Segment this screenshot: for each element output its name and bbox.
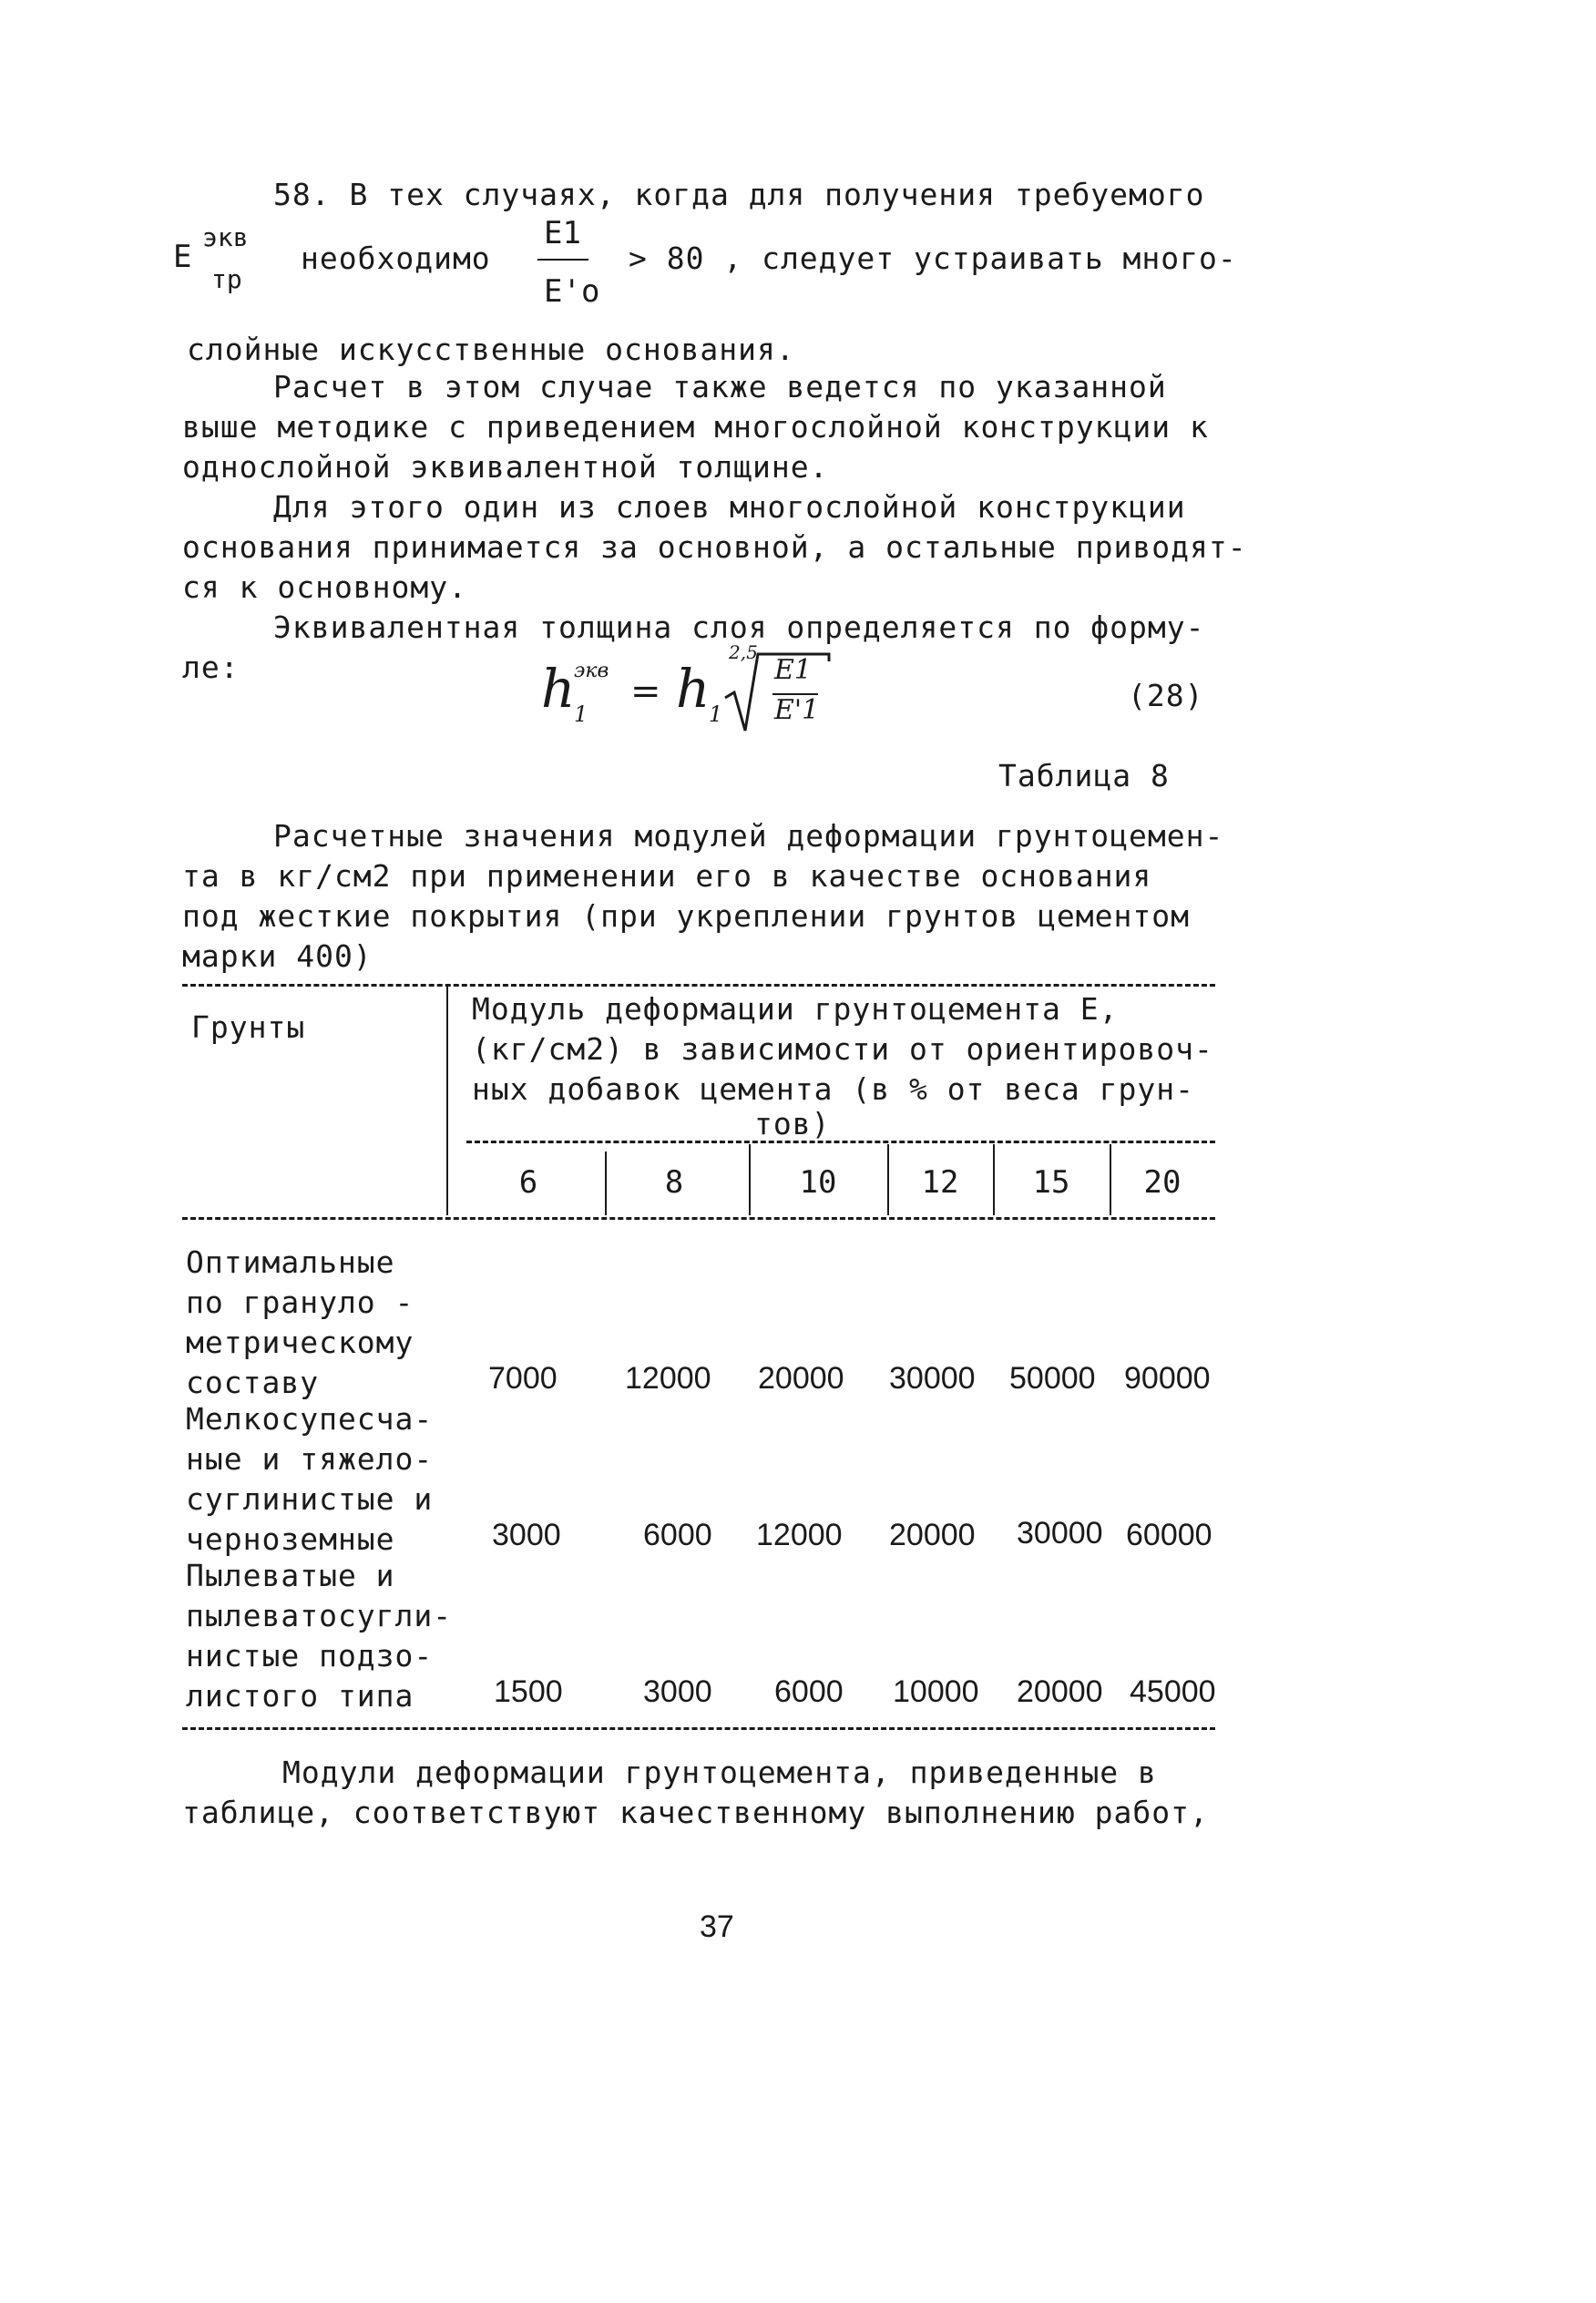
- soil-name-line: суглинистые и: [186, 1481, 434, 1517]
- para58-line3: слойные искусственные основания.: [187, 332, 795, 367]
- formula-h-right: h: [676, 658, 711, 720]
- table-caption-line1: Расчетные значения модулей деформации грунтоцемен-: [273, 818, 1224, 854]
- modulus-value: 6000: [774, 1674, 844, 1709]
- cement-percent-cell: 12: [921, 1164, 959, 1201]
- layers-line1: Для этого один из слоев многослойной конструкции: [273, 489, 1186, 525]
- calc-line1: Расчет в этом случае также ведется по указанной: [273, 369, 1167, 404]
- fraction-denominator: Е'о: [544, 273, 600, 310]
- header-modulus-line3: ных добавок цемента (в % от веса грун-: [472, 1071, 1194, 1107]
- e-superscript: экв: [202, 222, 249, 252]
- modulus-value: 12000: [625, 1361, 711, 1396]
- table-caption-line3: под жесткие покрытия (при укреплении грунтов цементом: [182, 898, 1190, 934]
- table-bottom-rule: [182, 1727, 1215, 1730]
- modulus-value: 50000: [1009, 1361, 1096, 1396]
- modulus-value: 20000: [758, 1361, 844, 1396]
- col-divider-5: [1110, 1144, 1111, 1215]
- e-letter: Е: [173, 239, 192, 275]
- after-table-line1: Модули деформации грунтоцемента, приведенные в: [282, 1755, 1157, 1790]
- soil-name-line: Пылеватые и: [186, 1558, 395, 1593]
- soil-name-line: Мелкосупесча-: [186, 1401, 434, 1437]
- layers-line3: ся к основному.: [182, 569, 468, 605]
- modulus-value: 20000: [1017, 1674, 1103, 1709]
- e-subscript: тр: [211, 264, 242, 294]
- formula-h-left: h: [541, 658, 576, 720]
- modulus-value: 3000: [643, 1674, 712, 1709]
- header-modulus-line2: (кг/см2) в зависимости от ориентировоч-: [472, 1031, 1213, 1067]
- header-soil: Грунты: [191, 1009, 306, 1045]
- formula-number: (28): [1128, 678, 1204, 713]
- soil-name-line: по грануло -: [186, 1285, 414, 1320]
- table-soil-column-divider: [446, 986, 448, 1215]
- table-caption-line4: марки 400): [182, 938, 373, 974]
- modulus-value: 7000: [488, 1361, 558, 1396]
- soil-name-line: составу: [186, 1365, 320, 1400]
- modulus-value: 10000: [893, 1674, 979, 1709]
- formula-h-left-sub: 1: [574, 701, 588, 727]
- header-modulus-line1: Модуль деформации грунтоцемента Е,: [472, 991, 1119, 1027]
- col-divider-4: [993, 1144, 995, 1215]
- formula-intro-line1: Эквивалентная толщина слоя определяется по форму-: [273, 609, 1205, 645]
- modulus-value: 3000: [492, 1518, 561, 1552]
- para58-line1: 58. В тех случаях, когда для получения требуемого: [273, 177, 1205, 212]
- soil-name-line: Оптимальные: [186, 1244, 395, 1280]
- cement-percent-cell: 6: [518, 1164, 538, 1201]
- root-index: 2,5: [729, 641, 758, 663]
- soil-name-line: метрическому: [186, 1325, 414, 1360]
- modulus-value: 20000: [889, 1518, 976, 1552]
- header-sub-rule: [466, 1141, 1215, 1143]
- root-numerator: Е1: [774, 654, 812, 686]
- cement-percent-cell: 15: [1032, 1164, 1070, 1201]
- formula-intro-line2: ле:: [182, 650, 240, 685]
- cement-percent-cell: 10: [799, 1164, 837, 1201]
- modulus-value: 12000: [756, 1518, 843, 1552]
- modulus-value: 6000: [643, 1518, 712, 1552]
- modulus-value: 30000: [889, 1361, 976, 1396]
- formula-equals: =: [630, 670, 661, 712]
- col-divider-2: [749, 1144, 751, 1215]
- cement-percent-cell: 20: [1143, 1164, 1182, 1201]
- header-bottom-rule: [182, 1217, 1215, 1220]
- page-number: 37: [700, 1909, 734, 1944]
- modulus-value: 60000: [1126, 1518, 1212, 1552]
- soil-name-line: черноземные: [186, 1521, 395, 1557]
- root-denominator: Е'1: [774, 694, 820, 726]
- formula-h-right-sub: 1: [709, 701, 723, 727]
- layers-line2: основания принимается за основной, а остальные приводят-: [182, 529, 1247, 565]
- after-table-line2: таблице, соответствуют качественному выполнению работ,: [182, 1795, 1209, 1830]
- fraction-bar: [537, 259, 588, 261]
- calc-line3: однослойной эквивалентной толщине.: [182, 449, 829, 485]
- formula-h-left-sup: экв: [574, 660, 609, 682]
- comparison-text: > 80 , следует устраивать много-: [629, 241, 1237, 276]
- modulus-value: 45000: [1130, 1674, 1216, 1709]
- soil-name-line: ные и тяжело-: [186, 1441, 434, 1477]
- table-caption-line2: та в кг/см2 при применении его в качестве основания: [182, 858, 1152, 894]
- soil-name-line: нистые подзо-: [186, 1638, 434, 1674]
- table-top-rule: [182, 984, 1215, 987]
- cement-percent-cell: 8: [664, 1164, 684, 1201]
- header-modulus-line4: тов): [754, 1106, 831, 1141]
- soil-name-line: листого типа: [186, 1678, 414, 1714]
- soil-name-line: пылеватосугли-: [186, 1598, 453, 1633]
- modulus-value: 90000: [1124, 1361, 1211, 1396]
- modulus-value: 30000: [1017, 1516, 1103, 1551]
- modulus-value: 1500: [494, 1674, 563, 1709]
- table-label: Таблица 8: [998, 758, 1170, 793]
- necessary-word: необходимо: [301, 241, 491, 276]
- e-equiv-symbol: [173, 239, 191, 275]
- col-divider-1: [605, 1152, 607, 1215]
- fraction-numerator: Е1: [544, 215, 581, 251]
- col-divider-3: [887, 1144, 889, 1215]
- calc-line2: выше методике с приведением многослойной конструкции к: [182, 409, 1209, 445]
